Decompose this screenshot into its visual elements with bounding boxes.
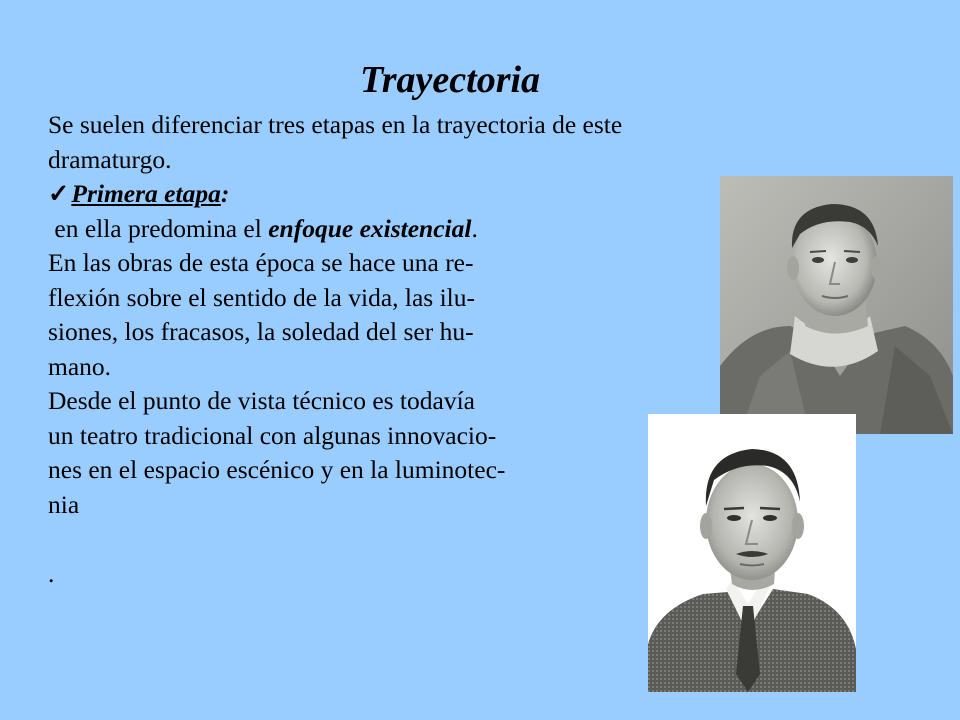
body-line: mano. (48, 351, 112, 381)
body-line: Desde el punto de vista técnico es todavía (48, 386, 475, 415)
final-dot: . (48, 558, 55, 588)
section-heading: Primera etapa (71, 179, 221, 208)
body-line: siones, los fracasos, la soledad del ser hu- (48, 317, 474, 346)
sentence-end: . (471, 213, 478, 243)
body-line: un teatro tradicional con algunas innovacio- (48, 420, 497, 450)
body-line: nes en el espacio escénico y en la luminotec- (48, 455, 506, 484)
checkmark-icon: ✓ (48, 179, 70, 208)
section-sentence (48, 212, 808, 247)
body-line: En las obras de esta época se hace una re- (48, 248, 474, 277)
portrait-photo-young-man (720, 176, 953, 434)
body-line: nia (48, 489, 80, 519)
slide-title: Trayectoria (359, 59, 541, 101)
intro-line-2: dramaturgo. (48, 144, 172, 174)
portrait-photo-older-man (648, 414, 856, 692)
sentence-emphasis: enfoque existencial (268, 213, 472, 243)
body-line: flexión sobre el sentido de la vida, las ilu- (48, 282, 476, 312)
sentence-prefix: en ella predomina el (48, 213, 269, 243)
section-heading-colon: : (220, 179, 230, 208)
intro-line-1: Se suelen diferenciar tres etapas en la trayectoria de este (48, 110, 623, 139)
section-heading-line (48, 177, 808, 212)
